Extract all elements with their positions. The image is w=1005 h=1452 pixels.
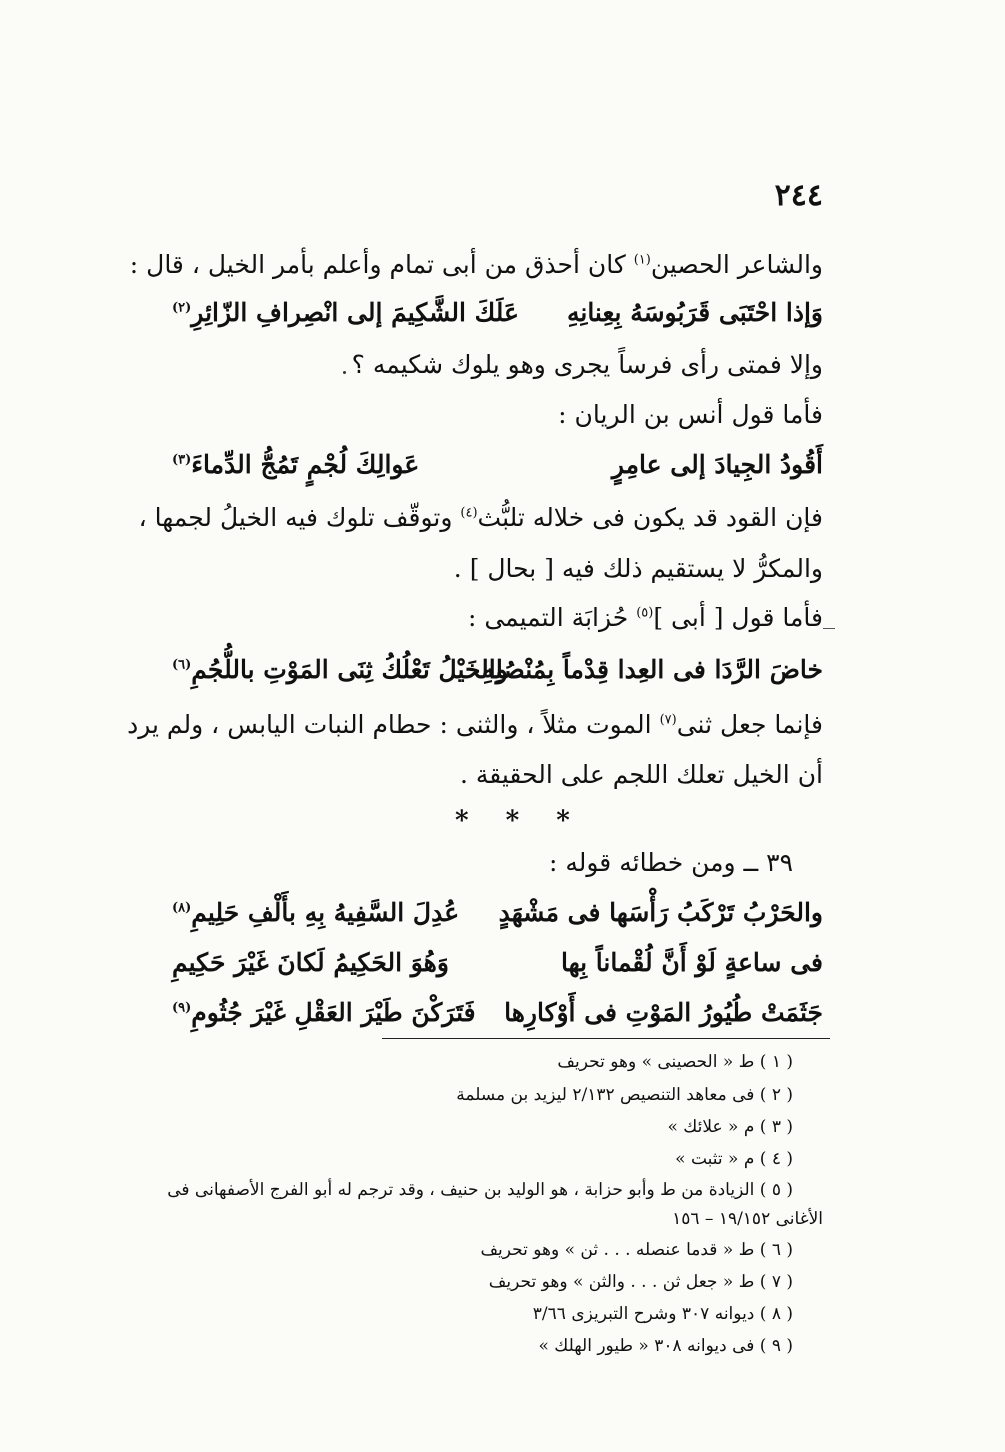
verse-hemistich-second (172, 893, 459, 933)
verse-hemistich-first: والحَرْبُ تَرْكَبُ رَأْسَها فى مَشْهَدٍ (498, 898, 823, 927)
verse-hemistich-second (172, 445, 419, 485)
verse-hemistich-second: وَهُوَ الحَكِيمُ لَكانَ غَيْرَ حَكِيمِ (172, 948, 449, 977)
section-separator: * * * (455, 806, 584, 836)
footnote-ref: (٧) (659, 712, 677, 728)
footnote: ( ٥ ) الزيادة من ط وأبو حزابة ، هو الوليد بن حنيف ، وقد ترجم له أبو الفرج الأصفهانى فى (167, 1180, 793, 1200)
text-run: كان أحذق من أبى تمام وأعلم بأمر الخيل ، قال : (129, 250, 626, 279)
verse-hemistich-second (172, 993, 476, 1033)
footnote-ref: (٨) (172, 900, 192, 916)
text-run: فإنما جعل ثنى (676, 710, 823, 739)
footnote: ( ٨ ) ديوانه ٣٠٧ وشرح التبريزى ٣/٦٦ (532, 1304, 793, 1324)
verse-text: عُدِلَ السَّفِيهُ بِهِ بأَلْفِ حَلِيمِ (191, 898, 460, 927)
section-heading: ٣٩ ــ ومن خطائه قوله : (549, 848, 793, 877)
text-run: الموت مثلاً ، والثنى : حطام النبات اليابس ، ولم يرد (127, 710, 652, 739)
paragraph-line (139, 498, 823, 538)
verse-text: عَلَكَ الشَّكِيمَ إلى انْصِرافِ الزّائِرِ (191, 298, 519, 327)
margin-mark (823, 628, 835, 629)
footnote-ref: (١) (633, 252, 651, 268)
footnote-ref: (٣) (172, 452, 192, 468)
text-run: فأما قول [ أبى ] (653, 603, 823, 632)
footnote-continuation: الأغانى ١٩/١٥٢ – ١٥٦ (672, 1209, 823, 1229)
footnote-ref: (٢) (172, 300, 192, 316)
footnote: ( ٦ ) ط « قدما عنصله . . . ثن » وهو تحريف (480, 1240, 793, 1260)
footnote: ( ٧ ) ط « جعل ثن . . . والثن » وهو تحريف (488, 1272, 793, 1292)
paragraph-line: أن الخيل تعلك اللجم على الحقيقة . (459, 760, 823, 789)
page-number: ٢٤٤ (774, 178, 823, 213)
text-run: حُزابَة التميمى : (467, 603, 629, 632)
footnote-divider (382, 1038, 830, 1039)
verse-hemistich-second (172, 293, 519, 333)
footnote: ( ٩ ) فى ديوانه ٣٠٨ « طيور الهلك » (538, 1336, 793, 1356)
paragraph-line: فأما قول أنس بن الريان : (558, 400, 823, 429)
footnote: ( ١ ) ط « الحصينى » وهو تحريف (557, 1052, 793, 1072)
footnote-ref: (٩) (172, 1000, 192, 1016)
footnote: ( ٤ ) م « تثبت » (675, 1149, 793, 1169)
paragraph-line (130, 245, 823, 285)
text-run: والشاعر الحصين (650, 250, 823, 279)
verse-hemistich-first: وَإذا احْتَبَى قَرَبُوسَهُ بِعِنانِهِ (566, 298, 823, 327)
footnote: ( ٣ ) م « علائك » (667, 1117, 793, 1137)
text-run: وتوقّف تلوك فيه الخيلُ لجمها ، (138, 503, 453, 532)
paragraph-line (468, 598, 823, 638)
footnote-ref: (٦) (172, 657, 192, 673)
text-run: فإن القود قد يكون فى خلاله تلبُّث (477, 503, 823, 532)
verse-hemistich-first: جَثَمَتْ طُيُورُ المَوْتِ فى أَوْكارِها (504, 998, 823, 1027)
footnote-ref: (٤) (460, 505, 478, 521)
verse-hemistich-first: فى ساعةٍ لَوْ أَنَّ لُقْماناً بِها (560, 948, 823, 977)
verse-text: والخَيْلُ تَعْلُكُ ثِنَى المَوْتِ باللُّجُمِ (191, 655, 508, 684)
verse-hemistich-second (172, 650, 508, 690)
paragraph-line (127, 705, 823, 745)
stray-mark (343, 371, 346, 374)
paragraph-line: وإلا فمتى رأى فرساً يجرى وهو يلوك شكيمه ؟ (351, 350, 823, 379)
paragraph-line: والمكرُّ لا يستقيم ذلك فيه [ بحال ] . (453, 554, 823, 583)
footnote: ( ٢ ) فى معاهد التنصيص ٢/١٣٢ ليزيد بن مسلمة (456, 1085, 793, 1105)
footnote-ref: (٥) (636, 605, 654, 621)
verse-hemistich-first: خاضَ الرَّدَا فى العِدا قِدْماً بِمُنْصُلِهِ (481, 655, 823, 684)
verse-text: فَتَرَكْنَ طَيْرَ العَقْلِ غَيْرَ جُثُومِ (191, 998, 476, 1027)
verse-text: عَوالِكَ لُجْمٍ تَمُجُّ الدِّماءَ (191, 450, 420, 479)
verse-hemistich-first: أَقُودُ الجِيادَ إلى عامِرٍ (611, 450, 823, 479)
